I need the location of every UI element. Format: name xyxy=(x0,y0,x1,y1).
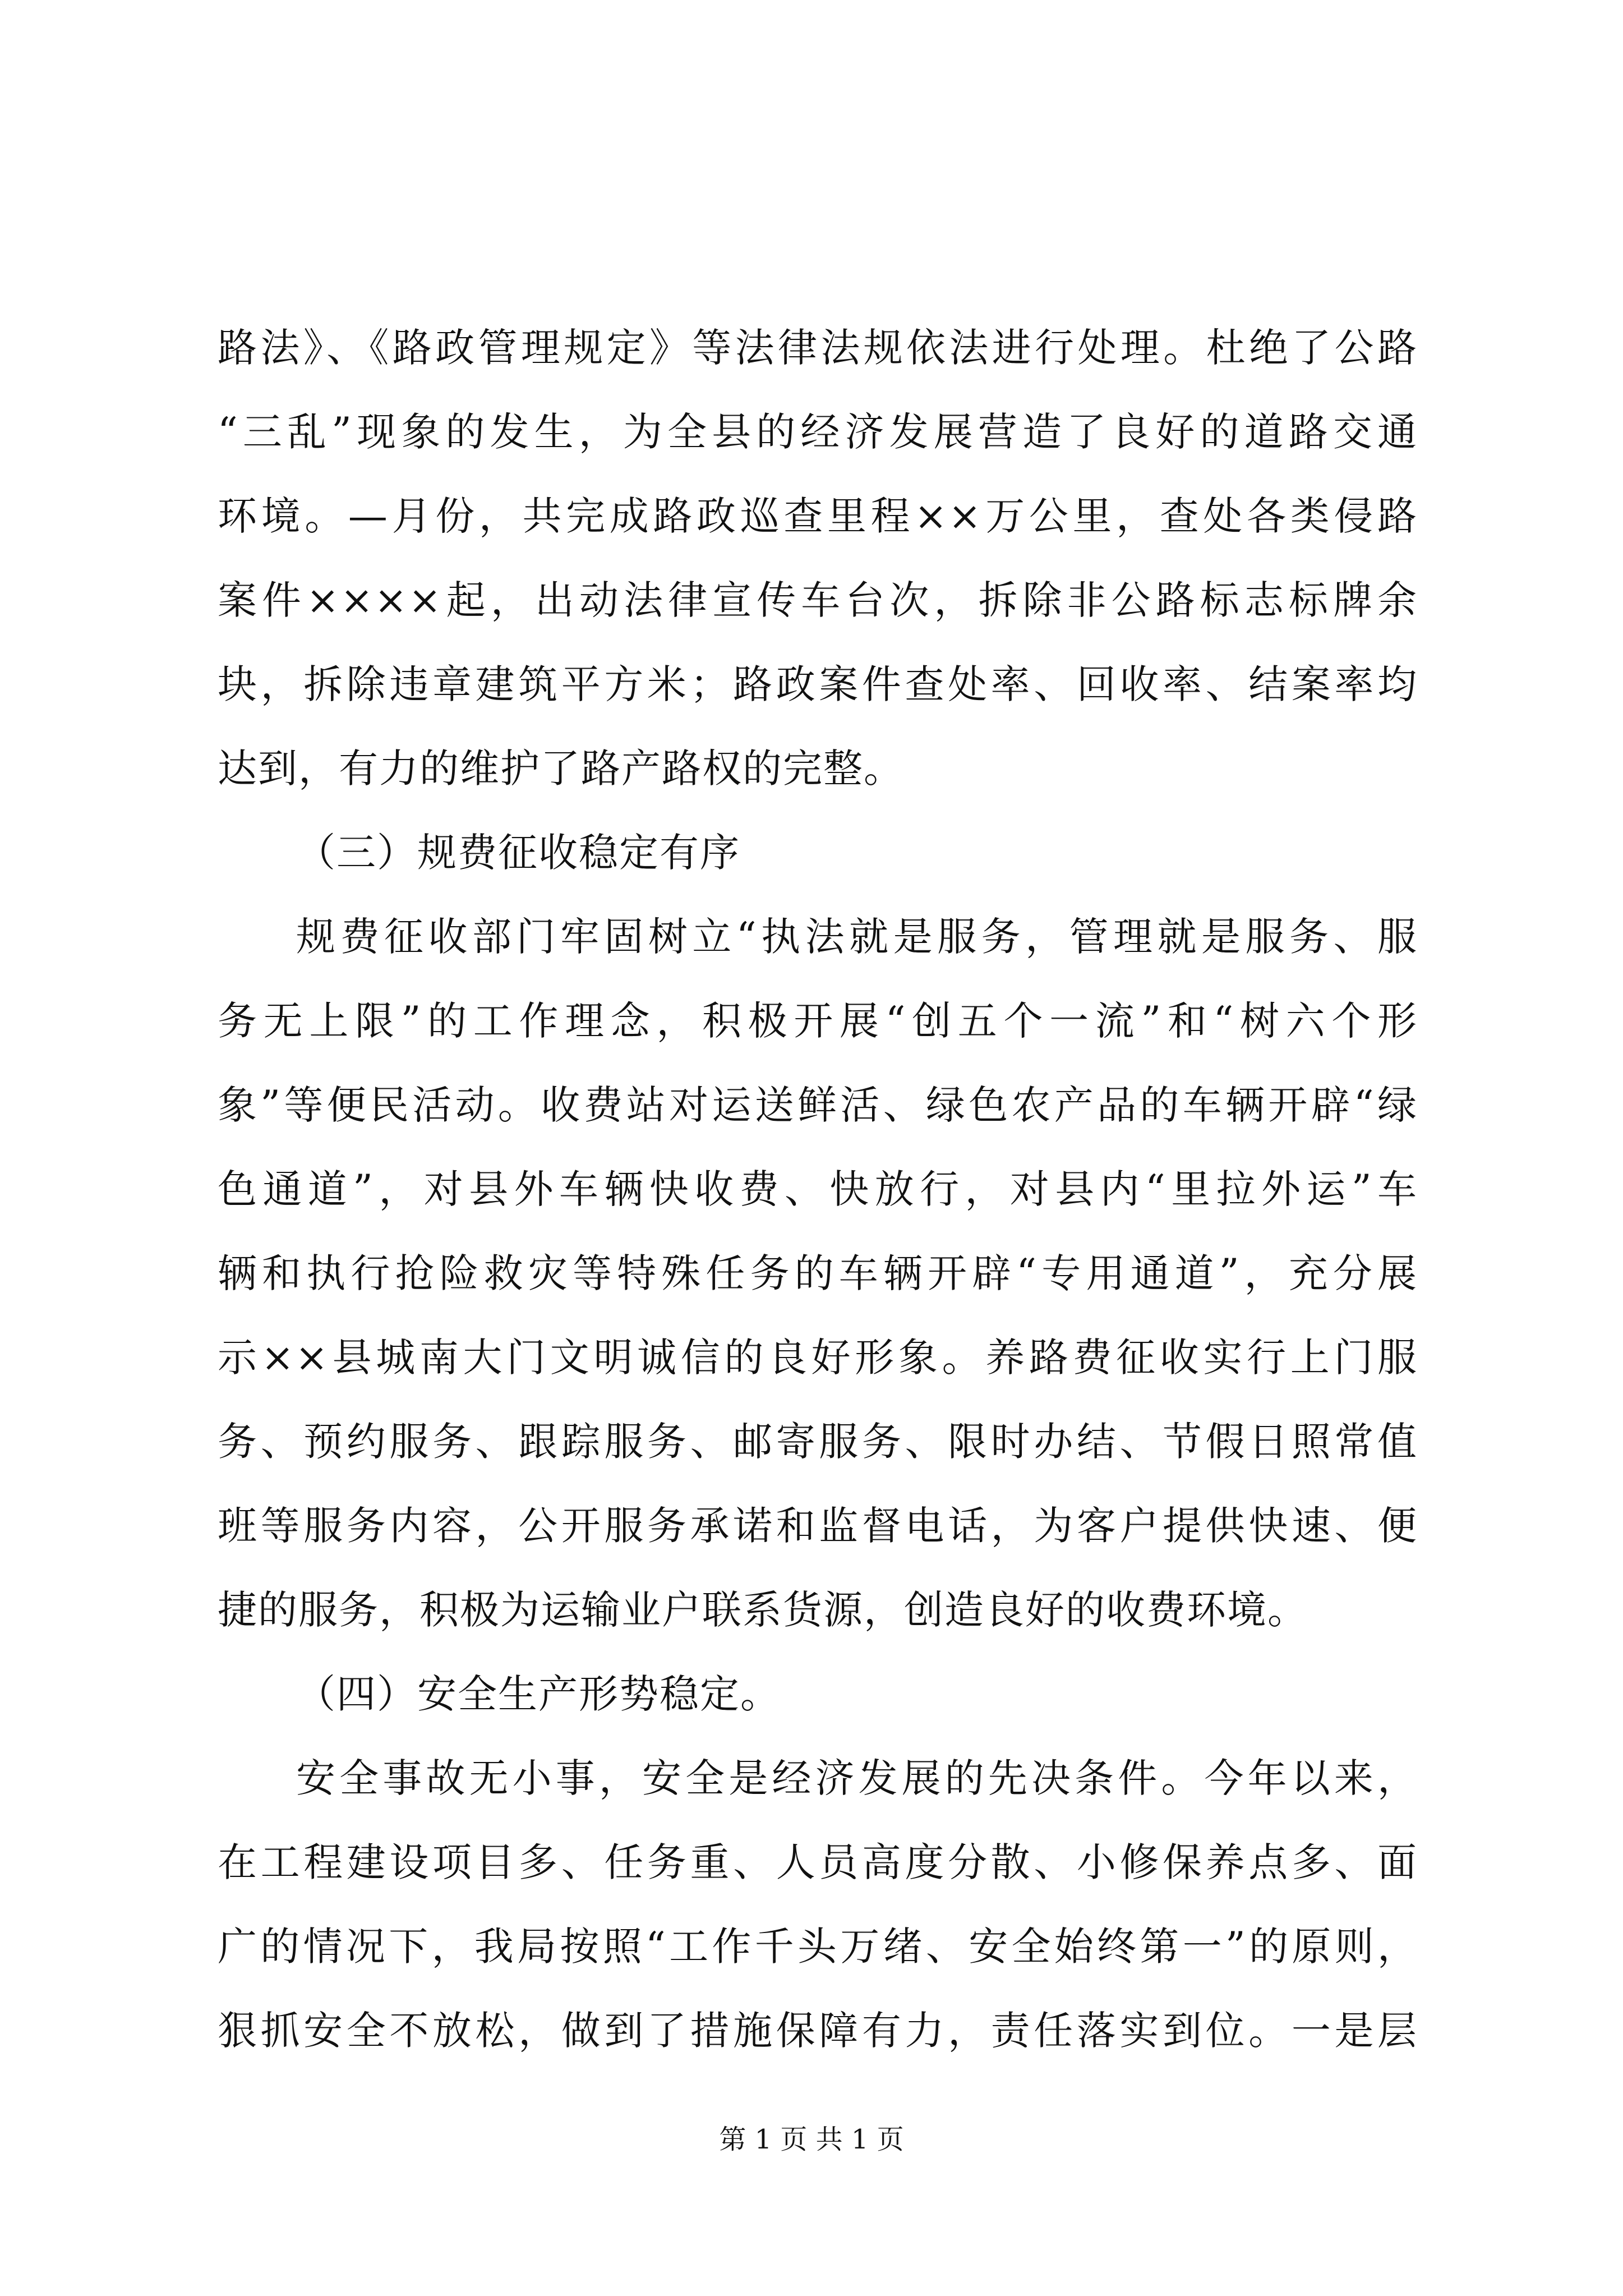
text-line: 辆和执行抢险救灾等特殊任务的车辆开辟“专用通道”，充分展 xyxy=(218,1250,1418,1296)
text-line: 环境。—月份，共完成路政巡查里程××万公里，查处各类侵路 xyxy=(218,493,1418,539)
text-line: 块，拆除违章建筑平方米；路政案件查处率、回收率、结案率均 xyxy=(218,661,1418,707)
text-line: 路法》、《路政管理规定》等法律法规依法进行处理。杜绝了公路 xyxy=(218,325,1418,371)
text-line: 安全事故无小事，安全是经济发展的先决条件。今年以来， xyxy=(296,1755,1418,1801)
text-line: 广的情况下，我局按照“工作千头万绪、安全始终第一”的原则， xyxy=(218,1924,1418,1970)
text-line: 务、预约服务、跟踪服务、邮寄服务、限时办结、节假日照常值 xyxy=(218,1419,1418,1465)
text-line: 案件××××起，出动法律宣传车台次，拆除非公路标志标牌余 xyxy=(218,577,1418,623)
text-line: 班等服务内容，公开服务承诺和监督电话，为客户提供快速、便 xyxy=(218,1503,1418,1549)
page-number-footer: 第 1 页 共 1 页 xyxy=(719,2124,904,2155)
text-line: 捷的服务，积极为运输业户联系货源，创造良好的收费环境。 xyxy=(218,1587,1308,1633)
section-heading: （四）安全生产形势稳定。 xyxy=(296,1671,781,1717)
text-line: 在工程建设项目多、任务重、人员高度分散、小修保养点多、面 xyxy=(218,1839,1418,1885)
text-line: 规费征收部门牢固树立“执法就是服务，管理就是服务、服 xyxy=(296,914,1418,960)
text-line: “三乱”现象的发生，为全县的经济发展营造了良好的道路交通 xyxy=(218,409,1418,455)
text-line: 狠抓安全不放松，做到了措施保障有力，责任落实到位。一是层 xyxy=(218,2008,1418,2054)
section-heading: （三）规费征收稳定有序 xyxy=(296,830,740,876)
text-line: 象”等便民活动。收费站对运送鲜活、绿色农产品的车辆开辟“绿 xyxy=(218,1082,1418,1128)
document-body xyxy=(218,306,1418,2073)
text-line: 务无上限”的工作理念，积极开展“创五个一流”和“树六个形 xyxy=(218,998,1418,1044)
text-line: 示××县城南大门文明诚信的良好形象。养路费征收实行上门服 xyxy=(218,1335,1418,1381)
text-line: 色通道”，对县外车辆快收费、快放行，对县内“里拉外运”车 xyxy=(218,1166,1418,1212)
text-line: 达到，有力的维护了路产路权的完整。 xyxy=(218,746,904,792)
